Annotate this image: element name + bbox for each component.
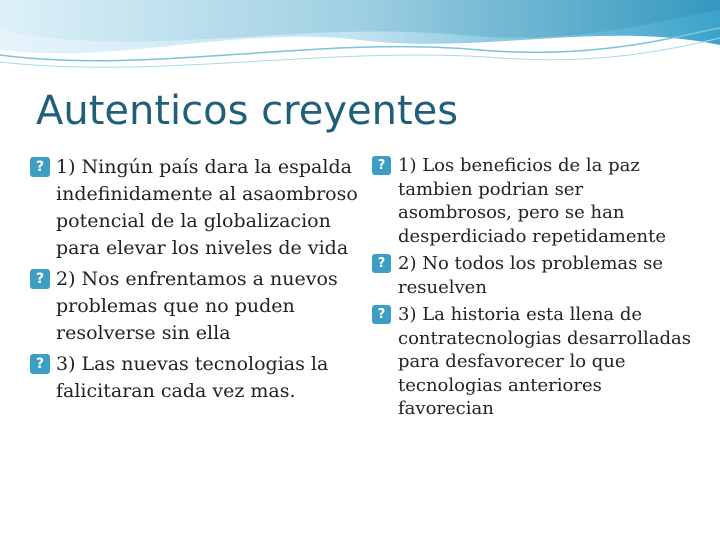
right-column — [372, 150, 702, 421]
top-wave-decoration — [0, 0, 720, 90]
list-item-text: 2) Nos enfrentamos a nuevos problemas que no puden resolverse sin ella — [56, 268, 338, 344]
list-item — [30, 351, 360, 405]
left-column — [30, 150, 360, 405]
slide-title: Autenticos creyentes — [36, 88, 459, 134]
list-item — [30, 154, 360, 262]
list-item-text: 2) No todos los problemas se resuelven — [398, 253, 663, 298]
bullet-icon — [30, 157, 50, 177]
list-item — [372, 252, 702, 299]
list-item — [372, 303, 702, 421]
bullet-icon — [30, 354, 50, 374]
list-item-text: 1) Los beneficios de la paz tambien podrian ser asombrosos, pero se han desperdiciado repetidamente — [398, 155, 666, 247]
list-item-text: 3) La historia esta llena de contratecnologias desarrolladas para desfavorecer lo que tecnologias anteriores favorecian — [398, 304, 691, 419]
bullet-icon — [372, 156, 391, 175]
bullet-icon — [30, 269, 50, 289]
bullet-icon — [372, 305, 391, 324]
list-item — [372, 154, 702, 248]
list-item-text: 3) Las nuevas tecnologias la falicitaran cada vez mas. — [56, 353, 329, 402]
list-item — [30, 266, 360, 347]
list-item-text: 1) Ningún país dara la espalda indefinidamente al asaombroso potencial de la globalizacion para elevar los niveles de vida — [56, 156, 358, 259]
bullet-icon — [372, 254, 391, 273]
